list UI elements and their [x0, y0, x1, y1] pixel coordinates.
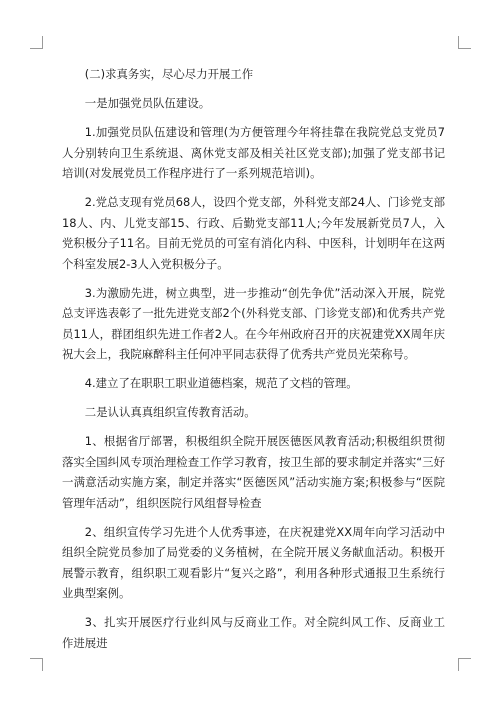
body-paragraph: 3、扎实开展医疗行业纠风与反商业工作。对全院纠风工作、反商业工作进展进 [62, 615, 445, 650]
subsection-heading: 一是加强党员队伍建设。 [84, 96, 211, 110]
body-paragraph: 1、根据省厅部署，积极组织全院开展医德医风教育活动;积极组织贯彻落实全国纠风专项治理检查工作学习教育，按卫生部的要求制定并落实“三好一满意活动实施方案，制定并落实“医德医风”活动实施方案;积极参与“医院管理年活动”，组织医院行风组督导检查 [62, 434, 445, 510]
crop-mark-bottom-left [30, 658, 43, 671]
crop-mark-bottom-right [458, 658, 471, 671]
crop-mark-top-left [30, 36, 43, 49]
subsection-heading: 二是认认真真组织宣传教育活动。 [84, 405, 256, 419]
document-body [62, 64, 445, 662]
section-heading: (二)求真务实，尽心尽力开展工作 [84, 67, 254, 81]
crop-mark-top-right [458, 36, 471, 49]
body-paragraph: 1.加强党员队伍建设和管理(为方便管理今年将挂靠在我院党总支党员7人分别转向卫生系统退、离休党支部及相关社区党支部);加强了党支部书记培训(对发展党员工作程序进行了一系列规范培训)。 [62, 125, 445, 180]
body-paragraph: 4.建立了在职职工职业道德档案，规范了文档的管理。 [84, 376, 358, 390]
body-paragraph: 2、组织宣传学习先进个人优秀事迹，在庆祝建党XX周年向学习活动中组织全院党员参加了局党委的义务植树，在全院开展义务献血活动。积极开展警示教育，组织职工观看影片“复兴之路”，利用各种形式通报卫生系统行业典型案例。 [62, 524, 445, 600]
body-paragraph: 2.党总支现有党员68人，设四个党支部，外科党支部24人、门诊党支部18人、内、儿党支部15、行政、后勤党支部11人;今年发展新党员7人，入党积极分子11名。目前无党员的可室有消化内科、中医科，计划明年在这两个科室发展2-3人入党积极分子。 [62, 195, 445, 271]
body-paragraph: 3.为激励先进，树立典型，进一步推动“创先争优”活动深入开展，院党总支评选表彰了一批先进党支部2个(外科党支部、门诊党支部)和优秀共产党员11人，群团组织先进工作者2人。在今年州政府召开的庆祝建党XX周年庆祝大会上，我院麻醉科主任何冲平同志获得了优秀共产党员光荣称号。 [62, 285, 445, 361]
